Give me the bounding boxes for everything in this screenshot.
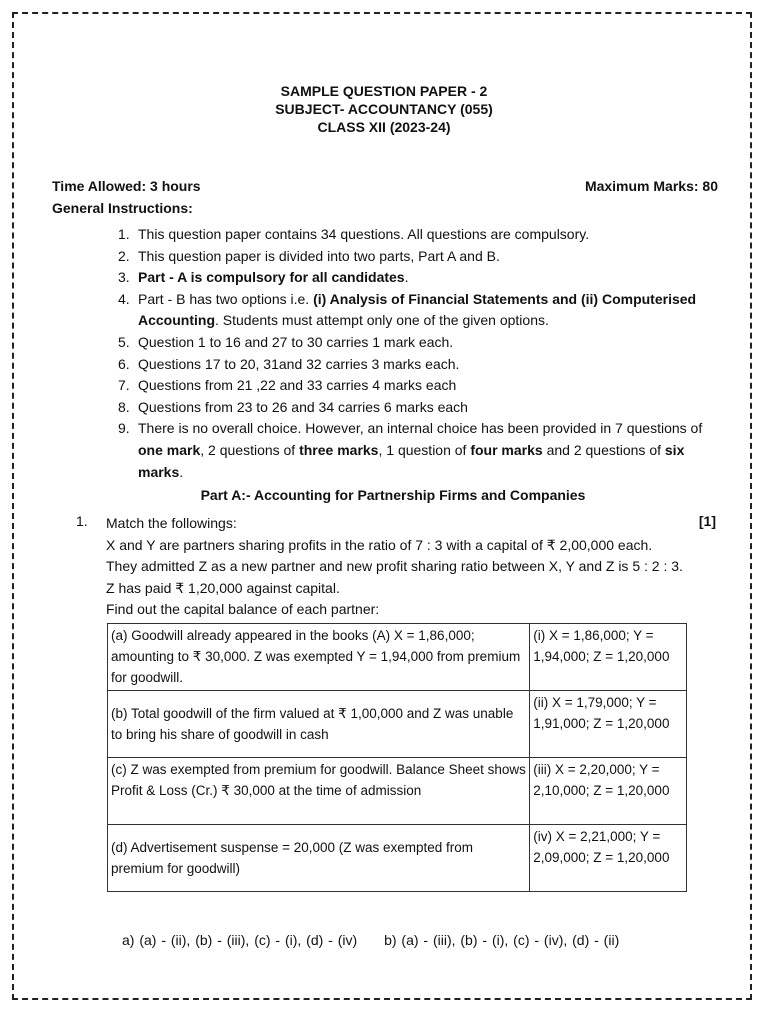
answer-options — [122, 932, 619, 948]
instruction-item: 6. Questions 17 to 20, 31and 32 carries 3 marks each. — [118, 355, 460, 372]
table-row — [108, 624, 687, 691]
table-cell: (c) Z was exempted from premium for goodwill. Balance Sheet shows Profit & Loss (Cr.) ₹ 30,000 at the time of admission — [108, 758, 530, 825]
instructions-title: General Instructions: — [52, 200, 193, 216]
instruction-item: 1. This question paper contains 34 questions. All questions are compulsory. — [118, 226, 590, 242]
table-row — [108, 691, 687, 758]
maximum-marks: Maximum Marks: 80 — [584, 178, 718, 194]
instruction-item: 2. This question paper is divided into two parts, Part A and B. — [118, 247, 500, 264]
instruction-item: 3. Part - A is compulsory for all candidates. — [118, 269, 409, 286]
table-cell: (i) X = 1,86,000; Y = 1,94,000; Z = 1,20,000 — [530, 624, 687, 691]
table-cell: (iv) X = 2,21,000; Y = 2,09,000; Z = 1,20,000 — [530, 825, 687, 892]
table-cell: (iii) X = 2,20,000; Y = 2,10,000; Z = 1,20,000 — [530, 758, 687, 825]
instruction-item: 7. Questions from 21 ,22 and 33 carries 4 marks each — [118, 377, 457, 394]
time-allowed: Time Allowed: 3 hours — [52, 178, 201, 194]
instruction-item: 4. Part - B has two options i.e. (i) Analysis of Financial Statements and (ii) Computerised Accounting. Students must attempt only one of the given options. — [118, 290, 697, 329]
table-cell: (d) Advertisement suspense = 20,000 (Z was exempted from premium for goodwill) — [108, 825, 530, 892]
table-cell: (a) Goodwill already appeared in the books (A) X = 1,86,000; amounting to ₹ 30,000. Z was exempted Y = 1,94,000 from premium for goodwill. — [108, 624, 530, 691]
option-a[interactable]: a) (a) - (ii), (b) - (iii), (c) - (i), (d) - (iv) — [122, 932, 358, 948]
table-cell: (b) Total goodwill of the firm valued at ₹ 1,00,000 and Z was unable to bring his share of goodwill in cash — [108, 691, 530, 758]
instructions-list — [118, 224, 718, 483]
paper-header — [0, 82, 768, 136]
exam-meta — [52, 178, 718, 194]
table-row — [108, 825, 687, 892]
question-marks: [1] — [698, 513, 716, 529]
paper-class: CLASS XII (2023-24) — [317, 119, 451, 135]
question-prompt: Match the followings: — [106, 515, 237, 531]
instruction-item: 9. There is no overall choice. However, an internal choice has been provided in 7 questions of one mark, 2 questions of three marks, 1 question of four marks and 2 questions of six marks. — [118, 420, 703, 480]
paper-subject: SUBJECT- ACCOUNTANCY (055) — [275, 101, 493, 117]
part-a-title: Part A:- Accounting for Partnership Firms and Companies — [200, 487, 586, 503]
question-body: X and Y are partners sharing profits in the ratio of 7 : 3 with a capital of ₹ 2,00,000 each. They admitted Z as a new partner and new profit sharing ratio between X, Y and Z is 5 : 2 : 3. Z has paid ₹ 1,20,000 against capital. — [106, 536, 683, 596]
question-number: 1. — [76, 513, 88, 529]
match-table — [107, 623, 687, 892]
question-ask: Find out the capital balance of each partner: — [106, 601, 380, 617]
instruction-item: 5. Question 1 to 16 and 27 to 30 carries 1 mark each. — [118, 333, 454, 350]
table-row — [108, 758, 687, 825]
table-cell: (ii) X = 1,79,000; Y = 1,91,000; Z = 1,20,000 — [530, 691, 687, 758]
question-text — [106, 513, 686, 621]
option-b[interactable]: b) (a) - (iii), (b) - (i), (c) - (iv), (d) - (ii) — [384, 932, 620, 948]
paper-title: SAMPLE QUESTION PAPER - 2 — [280, 83, 488, 99]
instruction-item: 8. Questions from 23 to 26 and 34 carries 6 marks each — [118, 398, 468, 415]
